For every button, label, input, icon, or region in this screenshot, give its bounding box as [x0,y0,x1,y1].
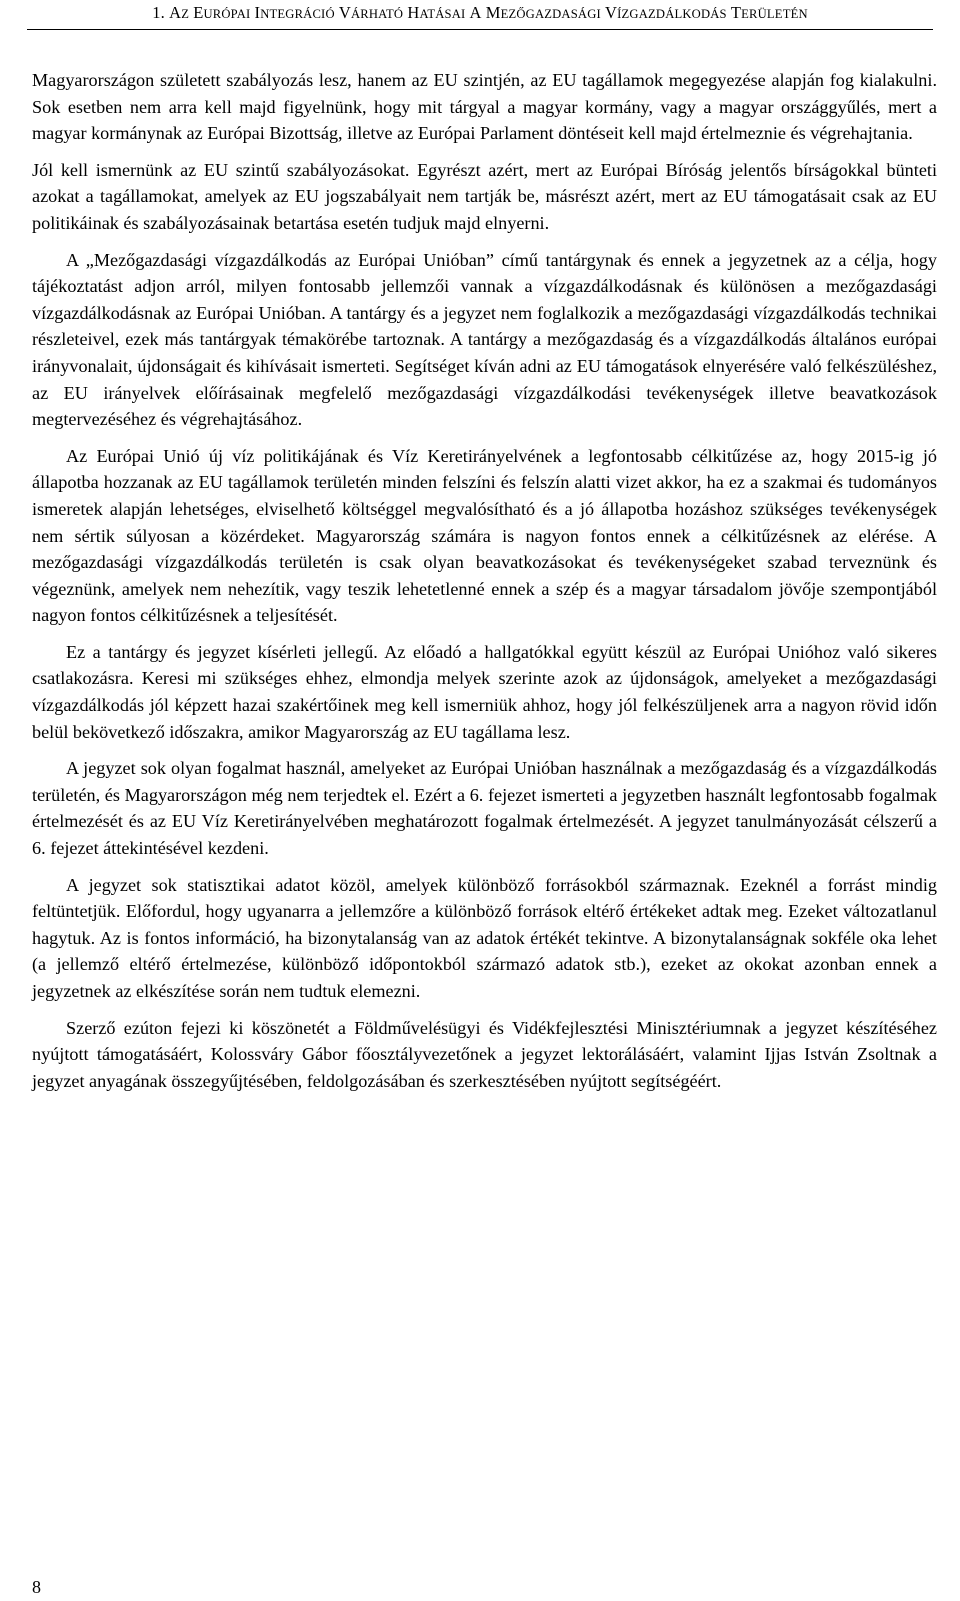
chapter-number: 1. [152,3,165,22]
chapter-title: AZ EURÓPAI INTEGRÁCIÓ VÁRHATÓ HATÁSAI A MEZŐGAZDASÁGI VÍZGAZDÁLKODÁS TERÜLETÉN [169,3,808,22]
paragraph: Az Európai Unió új víz politikájának és Víz Keretirányelvének a legfontosabb célkitűzése az, hogy 2015-ig jó állapotba hozzanak az EU tagállamok területén minden felszíni és felszín alatti vizet akkor, ha ez a szakmai és tudományos ismeretek alapján lehetséges, elviselhető költséggel megvalósítható és a jó állapotba hozáshoz szükséges tevékenységek nem sértik súlyosan a közérdeket. Magyarország számára is nagyon fontos ennek a célkitűzésnek az elérése. A mezőgazdasági vízgazdálkodás területén is csak olyan beavatkozásokat és tevékenységeket szabad terveznünk és végeznünk, amelyek nem nehezítik, vagy teszik lehetetlenné ennek a szép és a magyar társadalom jövője szempontjából nagyon fontos célkitűzésnek a teljesítését. [32,445,937,626]
paragraph: A jegyzet sok olyan fogalmat használ, amelyeket az Európai Unióban használnak a mezőgazdaság és a vízgazdálkodás területén, és Magyarországon még nem terjedtek el. Ezért a 6. fejezet ismerteti a jegyzetben használt legfontosabb fogalmak értelmezését és az EU Víz Keretirányelvében meghatározott fogalmak értelmezését. A jegyzet tanulmányozását célszerű a 6. fejezet áttekintésével kezdeni. [32,758,937,859]
paragraph: A „Mezőgazdasági vízgazdálkodás az Európai Unióban” című tantárgynak és ennek a jegyzetnek az a célja, hogy tájékoztatást adjon arról, milyen fontosabb jellemzői vannak a vízgazdálkodásnak és különösen a mezőgazdasági vízgazdálkodásnak az Európai Unióban. A tantárgy és a jegyzet nem foglalkozik a mezőgazdasági vízgazdálkodás technikai részleteivel, ezek más tantárgyak témakörébe tartoznak. A tantárgy a mezőgazdaság és a vízgazdálkodás általános európai irányvonalait, újdonságait és kihívásait ismerteti. Segítséget kíván adni az EU támogatások elnyerésére való felkészüléshez, az EU irányelvek előírásainak megfelelő mezőgazdasági vízgazdálkodási tevékenységek illetve beavatkozások megtervezéséhez és végrehajtásához. [32,249,937,430]
header-divider [27,29,933,30]
paragraph: Szerző ezúton fejezi ki köszönetét a Földművelésügyi és Vidékfejlesztési Minisztériumnak a jegyzet készítéséhez nyújtott támogatásáért, Kolossváry Gábor főosztályvezetőnek a jegyzet lektorálásáért, valamint Ijjas István Zsoltnak a jegyzet anyagának összegyűjtésében, feldolgozásában és szerkesztésében nyújtott segítségéért. [32,1017,937,1091]
paragraph: Jól kell ismernünk az EU szintű szabályozásokat. Egyrészt azért, mert az Európai Bíróság jelentős bírságokkal bünteti azokat a tagállamokat, amelyek az EU jogszabályait nem tartják be, másrészt azért, mert az EU támogatásait csak az EU politikáinak és szabályozásainak betartása esetén tudjuk majd elnyerni. [32,159,937,233]
running-header [0,2,960,25]
paragraph: Magyarországon született szabályozás lesz, hanem az EU szintjén, az EU tagállamok megegyezése alapján fog kialakulni. Sok esetben nem arra kell majd figyelnünk, hogy mit tárgyal a magyar kormány, vagy a magyar országgyűlés, mert a magyar kormánynak az Európai Bizottság, illetve az Európai Parlament döntéseit kell majd értelmeznie és végrehajtania. [32,70,937,144]
paragraph: Ez a tantárgy és jegyzet kísérleti jellegű. Az előadó a hallgatókkal együtt készül az Európai Unióhoz való sikeres csatlakozásra. Keresi mi szükséges ehhez, elmondja melyek szerinte azok az újdonságok, amelyeket a mezőgazdasági vízgazdálkodás jól képzett hazai szakértőinek meg kell ismerniük ahhoz, hogy jól felkészüljenek arra a nagyon rövid időn belül bekövetkező időszakra, amikor Magyarország az EU tagállama lesz. [32,641,937,742]
body-text [32,67,937,1104]
page-number: 8 [32,1577,41,1597]
paragraph: A jegyzet sok statisztikai adatot közöl, amelyek különböző forrásokból származnak. Ezeknél a forrást mindig feltüntetjük. Előfordul, hogy ugyanarra a jellemzőre a különböző források eltérő értékeket adtak meg. Ezeket változatlanul hagytuk. Az is fontos információ, ha bizonytalanság van az adatok értékét tekintve. A bizonytalanságnak sokféle oka lehet (a jellemző eltérő értelmezése, különböző időpontokból származó adatok stb.), ezeket az okokat azonban ennek a jegyzetnek az elkészítése során nem tudtuk elemezni. [32,874,937,1001]
